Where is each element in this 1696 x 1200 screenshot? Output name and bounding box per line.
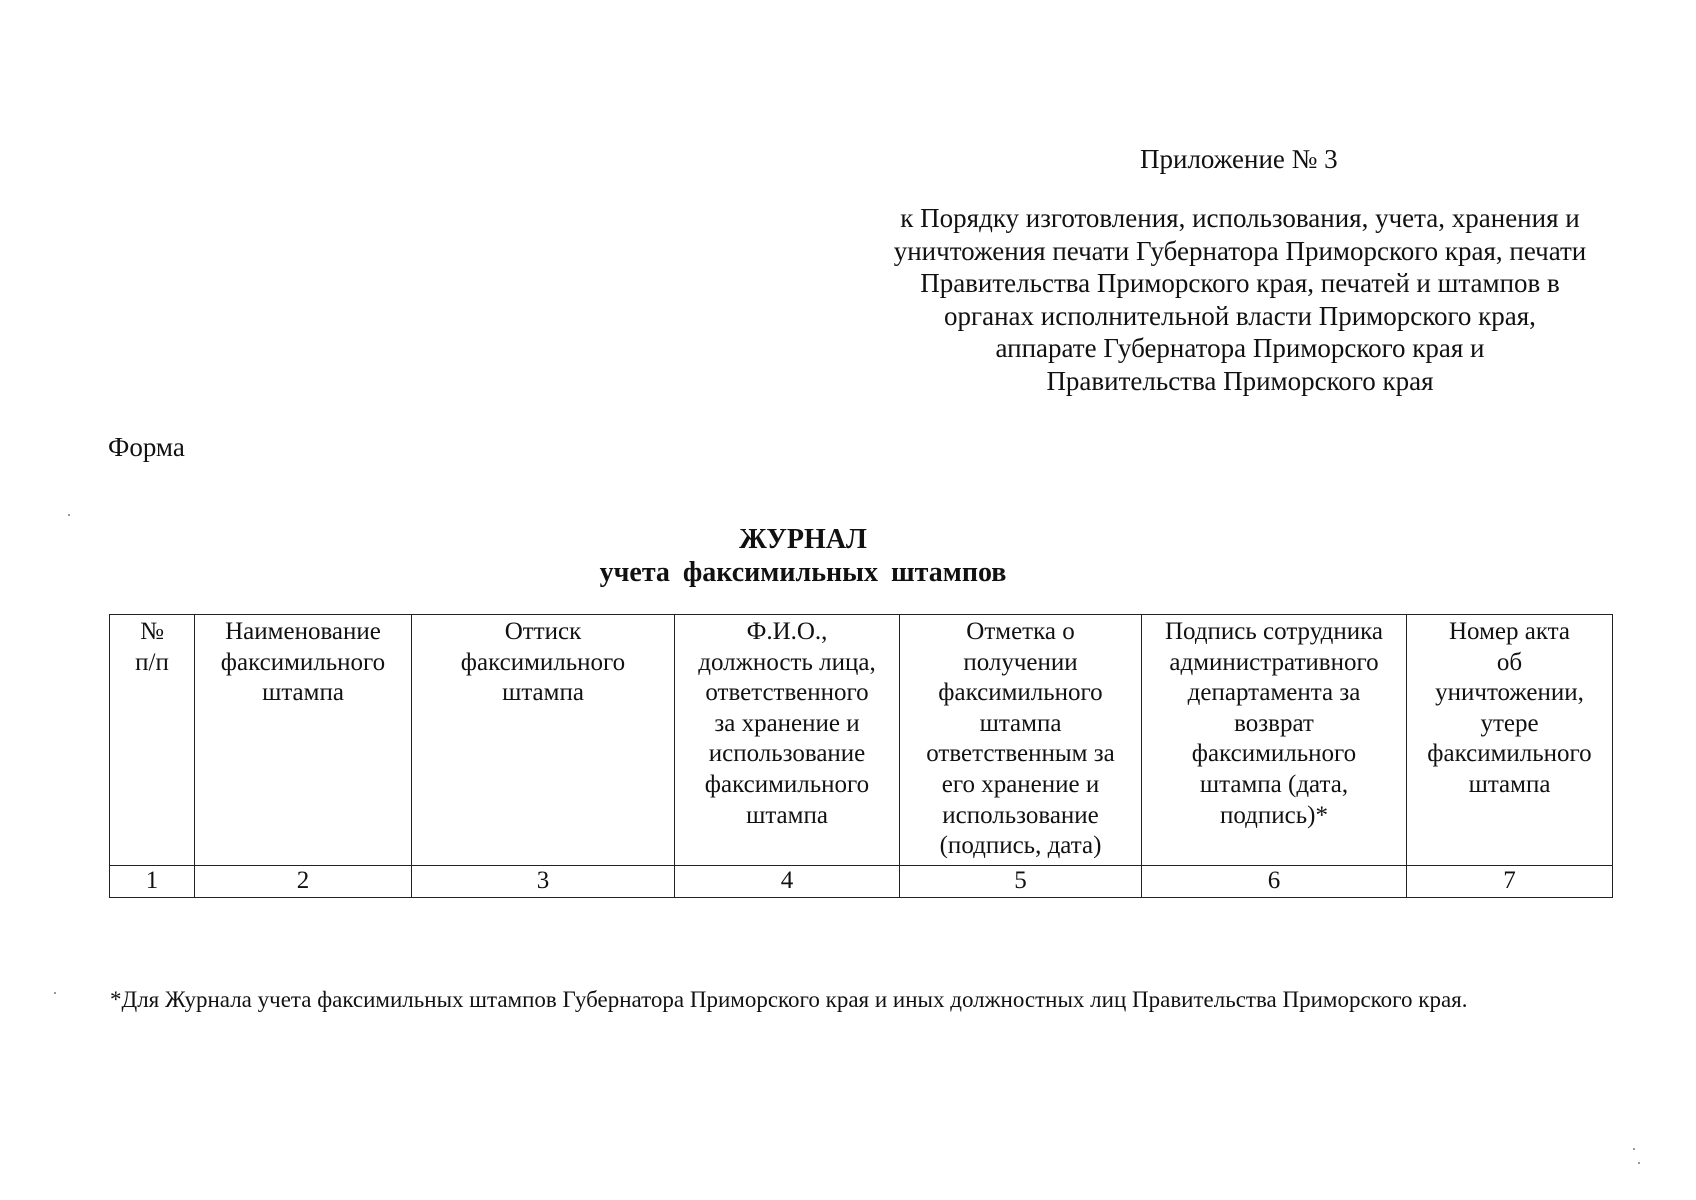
header-line: использование: [942, 801, 1099, 829]
column-number-cell: 2: [195, 866, 412, 898]
header-line: Отметка о: [966, 618, 1075, 645]
column-header-destruction-act: [1407, 615, 1613, 866]
appendix-line: аппарате Губернатора Приморского края и: [995, 333, 1485, 364]
header-line: должность лица,: [698, 648, 876, 676]
appendix-line: Правительства Приморского края: [1046, 365, 1434, 396]
column-number-cell: 4: [675, 866, 900, 898]
header-line: факсимильного: [704, 770, 870, 798]
form-label: Форма: [108, 432, 185, 462]
header-line: департамента за: [1187, 679, 1361, 707]
header-line: факсимильного: [1427, 740, 1592, 768]
header-line: Подпись сотрудника: [1165, 618, 1383, 645]
header-line: (подпись, дата): [939, 832, 1102, 860]
appendix-line: органах исполнительной власти Приморского края,: [944, 300, 1536, 331]
journal-title: ЖУРНАЛ: [739, 524, 867, 555]
table-row: [110, 866, 1613, 898]
header-line: административного: [1169, 648, 1379, 676]
header-line: №: [140, 618, 164, 645]
appendix-line: к Порядку изготовления, использования, учета, хранения и: [900, 203, 1580, 233]
scan-speck: [1638, 1162, 1640, 1164]
column-number-cell: 1: [110, 866, 195, 898]
header-line: факсимильного: [1191, 740, 1357, 768]
appendix-reference: [860, 202, 1620, 398]
header-line: Оттиск: [504, 618, 582, 645]
scan-speck: [68, 514, 70, 516]
scan-speck: [1633, 1148, 1635, 1150]
column-header-return-signature: [1142, 615, 1407, 866]
column-header-responsible-person: [675, 615, 900, 866]
header-line: использование: [708, 740, 866, 768]
header-line: получении: [963, 648, 1078, 676]
header-line: его хранение и: [941, 770, 1100, 798]
header-line: Номер акта: [1449, 618, 1570, 645]
header-line: утере: [1480, 709, 1539, 737]
header-line: подпись)*: [1220, 801, 1328, 829]
header-line: ответственным за: [926, 740, 1115, 768]
header-line: факсимильного: [460, 648, 626, 676]
header-line: штампа: [502, 679, 584, 707]
column-number-cell: 3: [412, 866, 675, 898]
column-header-stamp-impression: [412, 615, 675, 866]
header-line: возврат: [1234, 709, 1314, 737]
header-line: штампа: [979, 709, 1062, 737]
appendix-title: Приложение № 3: [1140, 144, 1338, 174]
header-line: об: [1496, 648, 1523, 676]
header-line: ответственного: [705, 679, 869, 707]
header-line: Ф.И.О.,: [746, 618, 828, 645]
column-number-cell: 5: [900, 866, 1142, 898]
journal-subtitle: учета факсимильных штампов: [599, 557, 1007, 588]
journal-heading: [0, 523, 1696, 589]
column-header-stamp-name: [195, 615, 412, 866]
journal-table: [109, 614, 1613, 898]
column-number-cell: 7: [1407, 866, 1613, 898]
header-line: штампа: [746, 801, 828, 829]
column-header-number: [110, 615, 195, 866]
header-line: факсимильного: [220, 648, 386, 676]
footnote: *Для Журнала учета факсимильных штампов Губернатора Приморского края и иных должностных лиц Правительства Приморского края.: [110, 987, 1468, 1012]
header-line: уничтожении,: [1435, 679, 1584, 707]
appendix-line: уничтожения печати Губернатора Приморского края, печати: [893, 235, 1587, 266]
column-number-cell: 6: [1142, 866, 1407, 898]
header-line: штампа (дата,: [1199, 770, 1349, 798]
header-line: штампа: [262, 679, 344, 707]
header-line: п/п: [135, 648, 169, 676]
column-header-receipt-mark: [900, 615, 1142, 866]
header-line: факсимильного: [938, 679, 1103, 707]
appendix-line: Правительства Приморского края, печатей и штампов в: [920, 268, 1560, 299]
header-line: штампа: [1468, 770, 1551, 798]
scan-speck: [54, 992, 56, 994]
header-line: Наименование: [225, 618, 381, 645]
table-header-row: [110, 615, 1613, 866]
header-line: за хранение и: [714, 709, 860, 737]
